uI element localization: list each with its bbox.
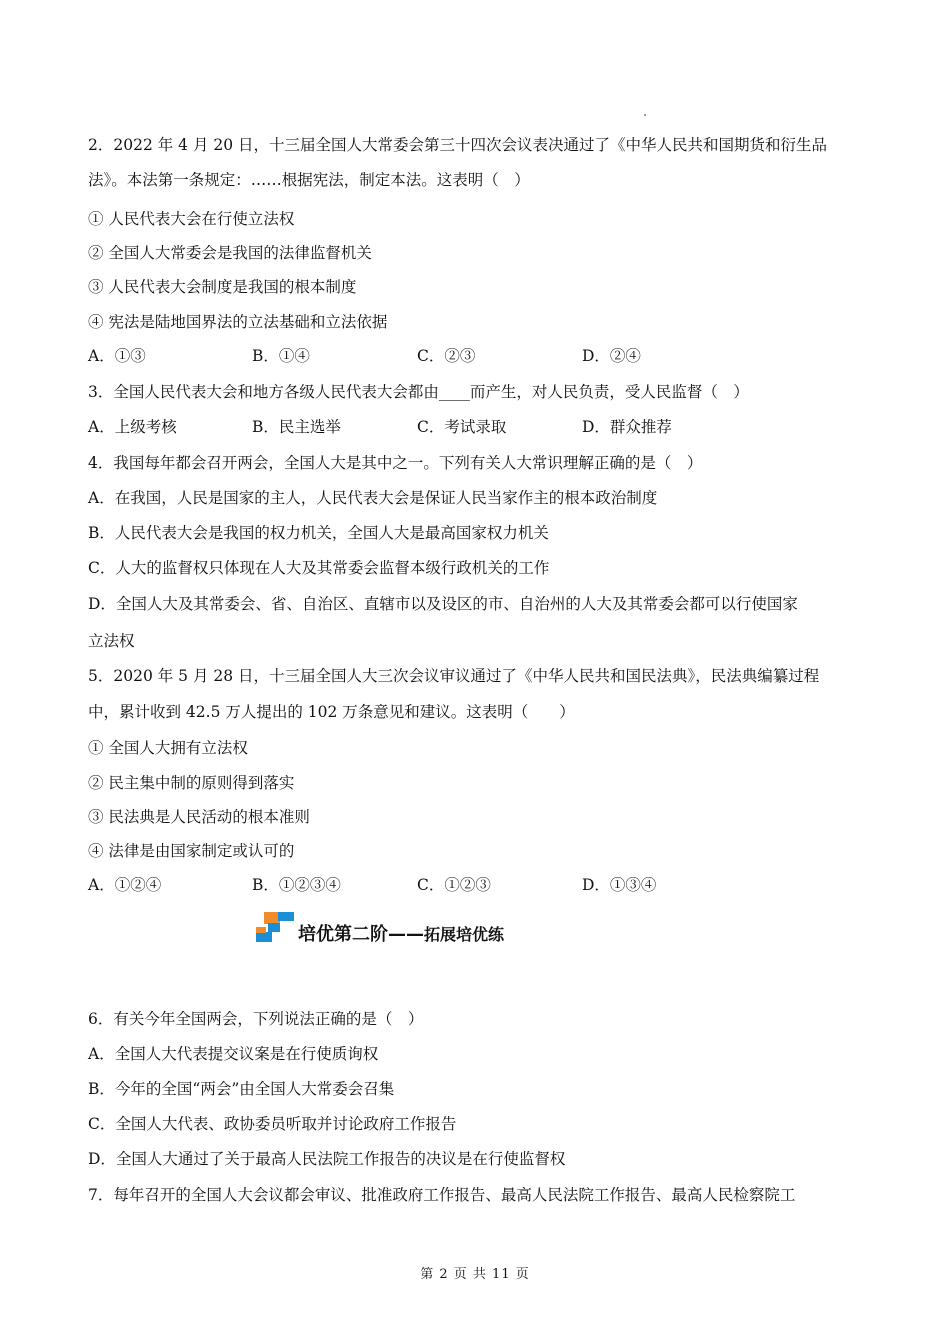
q5-stem-line1: 5．2020 年 5 月 28 日，十三届全国人大三次会议审议通过了《中华人民共和国民法典》，民法典编纂过程 xyxy=(88,667,820,685)
q4-option-c: C．人大的监督权只体现在人大及其常委会监督本级行政机关的工作 xyxy=(88,559,550,577)
q3-option-a: A．上级考核 xyxy=(88,418,177,436)
q2-options xyxy=(88,344,868,368)
q6-option-b: B．今年的全国“两会”由全国人大常委会召集 xyxy=(88,1080,395,1098)
q5-option-a: A．①②④ xyxy=(88,876,162,894)
q2-stem-line2: 法》。本法第一条规定：……根据宪法，制定本法。这表明（ ） xyxy=(88,171,530,189)
section-title-main: 培优第二阶—— xyxy=(298,924,424,945)
q3-options xyxy=(88,415,868,439)
q2-option-b: B．①④ xyxy=(252,347,310,365)
q5-option-d: D．①③④ xyxy=(582,876,657,894)
q2-option-d: D．②④ xyxy=(582,347,641,365)
q2-stem-line1: 2．2022 年 4 月 20 日，十三届全国人大常委会第三十四次会议表决通过了《中华人民共和国期货和衍生品 xyxy=(88,136,828,154)
q6-option-d: D．全国人大通过了关于最高人民法院工作报告的决议是在行使监督权 xyxy=(88,1150,566,1168)
q6-stem: 6．有关今年全国两会，下列说法正确的是（ ） xyxy=(88,1010,424,1028)
section-title-sub: 拓展培优练 xyxy=(424,925,505,944)
q2-item-4: ④ 宪法是陆地国界法的立法基础和立法依据 xyxy=(88,313,388,331)
q2-item-3: ③ 人民代表大会制度是我国的根本制度 xyxy=(88,278,357,296)
q4-option-d: D．全国人大及其常委会、省、自治区、直辖市以及设区的市、自治州的人大及其常委会都可以行使国家 xyxy=(88,595,798,613)
q2-option-c: C．②③ xyxy=(417,347,476,365)
q5-item-4: ④ 法律是由国家制定或认可的 xyxy=(88,842,295,860)
q5-item-3: ③ 民法典是人民活动的根本准则 xyxy=(88,808,310,826)
q7-stem: 7．每年召开的全国人大会议都会审议、批准政府工作报告、最高人民法院工作报告、最高人民检察院工 xyxy=(88,1186,796,1204)
q3-option-b: B．民主选举 xyxy=(252,418,341,436)
q4-option-b: B．人民代表大会是我国的权力机关，全国人大是最高国家权力机关 xyxy=(88,524,549,542)
q5-stem-line2: 中，累计收到 42.5 万人提出的 102 万条意见和建议。这表明（ ） xyxy=(88,703,575,721)
q6-option-a: A．全国人大代表提交议案是在行使质询权 xyxy=(88,1045,379,1063)
q2-item-2: ② 全国人大常委会是我国的法律监督机关 xyxy=(88,244,372,262)
q5-options xyxy=(88,873,868,897)
q4-option-d-cont: 立法权 xyxy=(88,632,135,650)
q6-option-c: C．全国人大代表、政协委员听取并讨论政府工作报告 xyxy=(88,1115,457,1133)
q4-option-a: A．在我国，人民是国家的主人，人民代表大会是保证人民当家作主的根本政治制度 xyxy=(88,489,658,507)
q3-stem: 3．全国人民代表大会和地方各级人民代表大会都由____而产生，对人民负责，受人民监督（ ） xyxy=(88,383,749,401)
section-blocks-icon xyxy=(254,910,296,944)
q5-item-1: ① 全国人大拥有立法权 xyxy=(88,739,248,757)
q5-item-2: ② 民主集中制的原则得到落实 xyxy=(88,774,295,792)
section-header xyxy=(254,906,614,946)
q3-option-c: C．考试录取 xyxy=(417,418,507,436)
decorative-dot xyxy=(644,114,646,116)
page-footer: 第 2 页 共 11 页 xyxy=(420,1267,530,1282)
q5-option-b: B．①②③④ xyxy=(252,876,341,894)
section-title xyxy=(298,920,504,946)
q4-stem: 4．我国每年都会召开两会，全国人大是其中之一。下列有关人大常识理解正确的是（ ） xyxy=(88,454,703,472)
q3-option-d: D．群众推荐 xyxy=(582,418,672,436)
q2-item-1: ① 人民代表大会在行使立法权 xyxy=(88,210,295,228)
q5-option-c: C．①②③ xyxy=(417,876,491,894)
q2-option-a: A．①③ xyxy=(88,347,146,365)
